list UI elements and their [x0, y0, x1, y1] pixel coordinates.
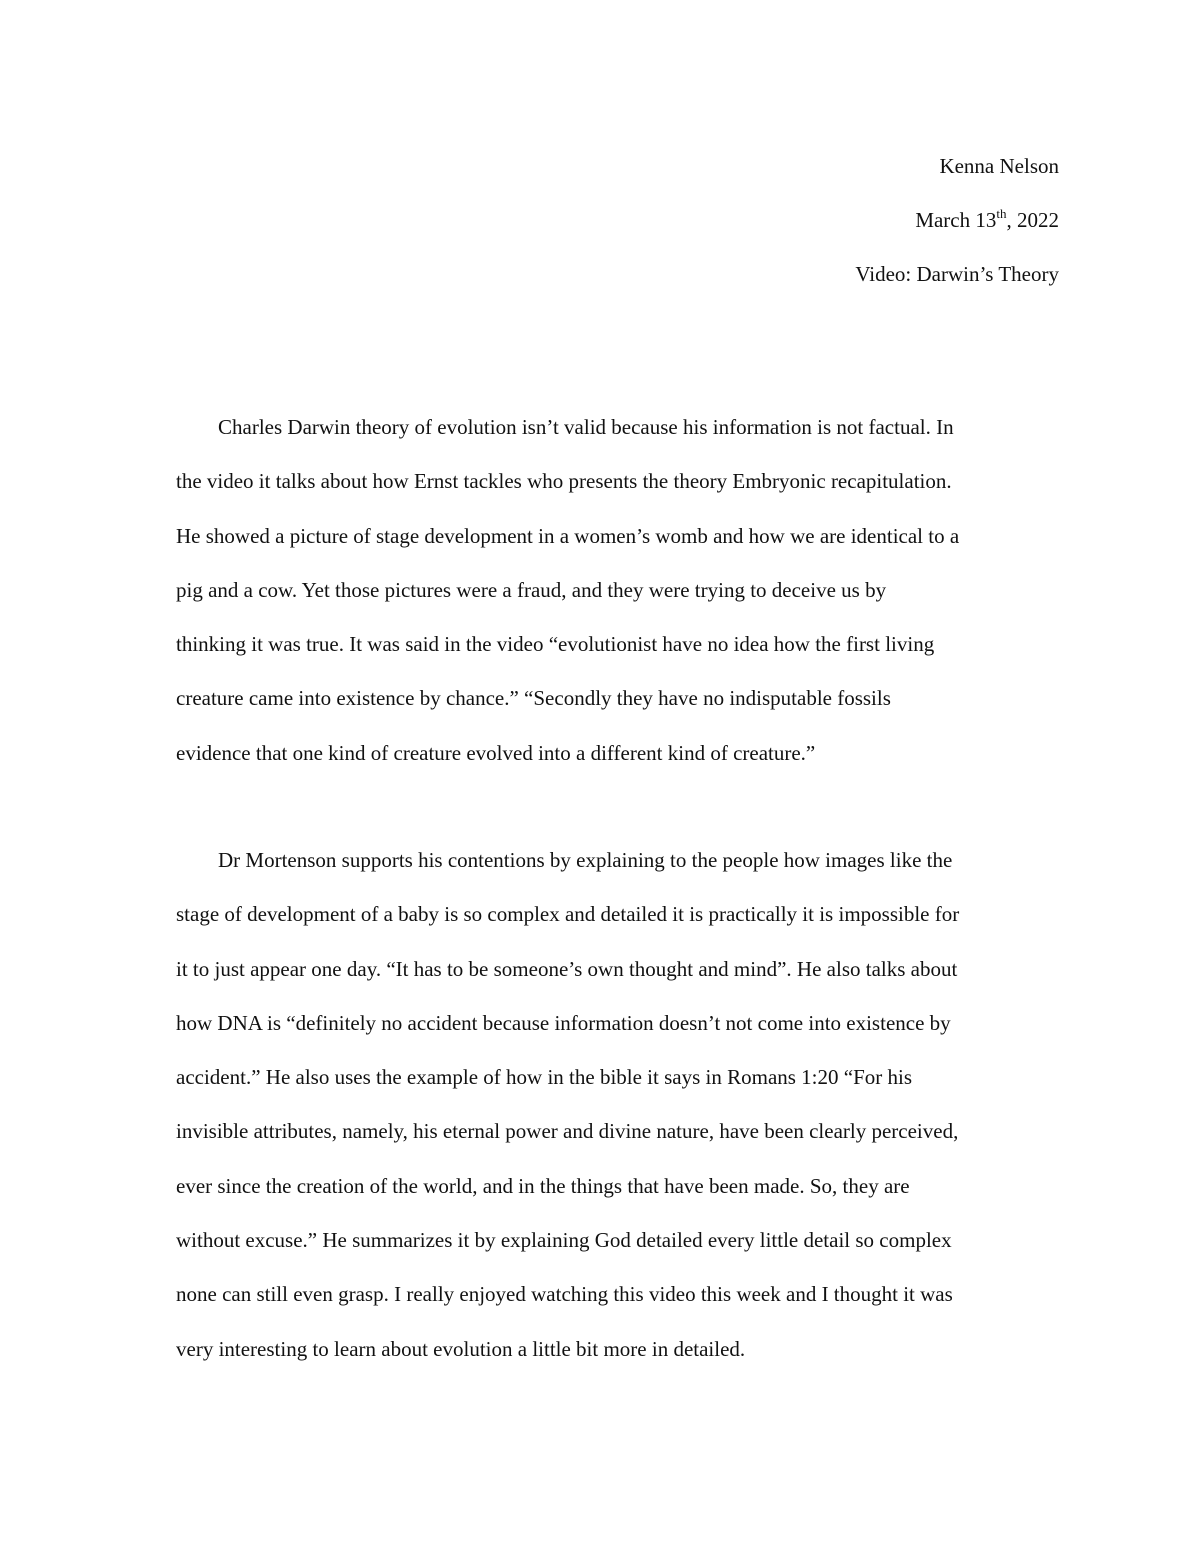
paragraph-line: it to just appear one day. “It has to be someone’s own thought and mind”. He also talks about — [176, 956, 958, 981]
video-title: Video: Darwin’s Theory — [855, 262, 1059, 286]
paragraph-line: invisible attributes, namely, his eternal power and divine nature, have been clearly perceived, — [176, 1119, 959, 1144]
paragraph-line: creature came into existence by chance.” “Secondly they have no indisputable fossils — [176, 686, 891, 711]
date-prefix: March 13 — [915, 208, 997, 232]
paragraph-line: stage of development of a baby is so complex and detailed it is practically it is impossible for — [176, 902, 960, 927]
paragraph-line: very interesting to learn about evolution a little bit more in detailed. — [176, 1336, 746, 1361]
paragraph-line: none can still even grasp. I really enjoyed watching this video this week and I thought it was — [176, 1282, 953, 1307]
paragraph-line: the video it talks about how Ernst tackles who presents the theory Embryonic recapitulation. — [176, 469, 952, 494]
paragraph-2 — [176, 833, 1066, 1376]
paragraph-line: evidence that one kind of creature evolved into a different kind of creature.” — [176, 740, 816, 765]
author-name: Kenna Nelson — [939, 154, 1059, 178]
date-line — [855, 193, 1059, 247]
paragraph-1 — [176, 400, 1066, 780]
paragraph-line: accident.” He also uses the example of how in the bible it says in Romans 1:20 “For his — [176, 1065, 913, 1090]
date-superscript: th — [996, 206, 1007, 221]
paragraph-line: without excuse.” He summarizes it by explaining God detailed every little detail so complex — [176, 1228, 952, 1253]
paragraph-line: Dr Mortenson supports his contentions by explaining to the people how images like the — [218, 848, 953, 872]
date-suffix: , 2022 — [1006, 208, 1059, 232]
paragraph-line: pig and a cow. Yet those pictures were a fraud, and they were trying to deceive us by — [176, 577, 887, 602]
paragraph-line: He showed a picture of stage development in a women’s womb and how we are identical to a — [176, 523, 960, 548]
paragraph-line: Charles Darwin theory of evolution isn’t valid because his information is not factual. In — [218, 415, 954, 439]
paragraph-line: thinking it was true. It was said in the video “evolutionist have no idea how the first living — [176, 632, 935, 657]
paragraph-line: how DNA is “definitely no accident because information doesn’t not come into existence by — [176, 1010, 951, 1035]
header-block — [855, 139, 1059, 301]
paragraph-line: ever since the creation of the world, and in the things that have been made. So, they are — [176, 1173, 910, 1198]
